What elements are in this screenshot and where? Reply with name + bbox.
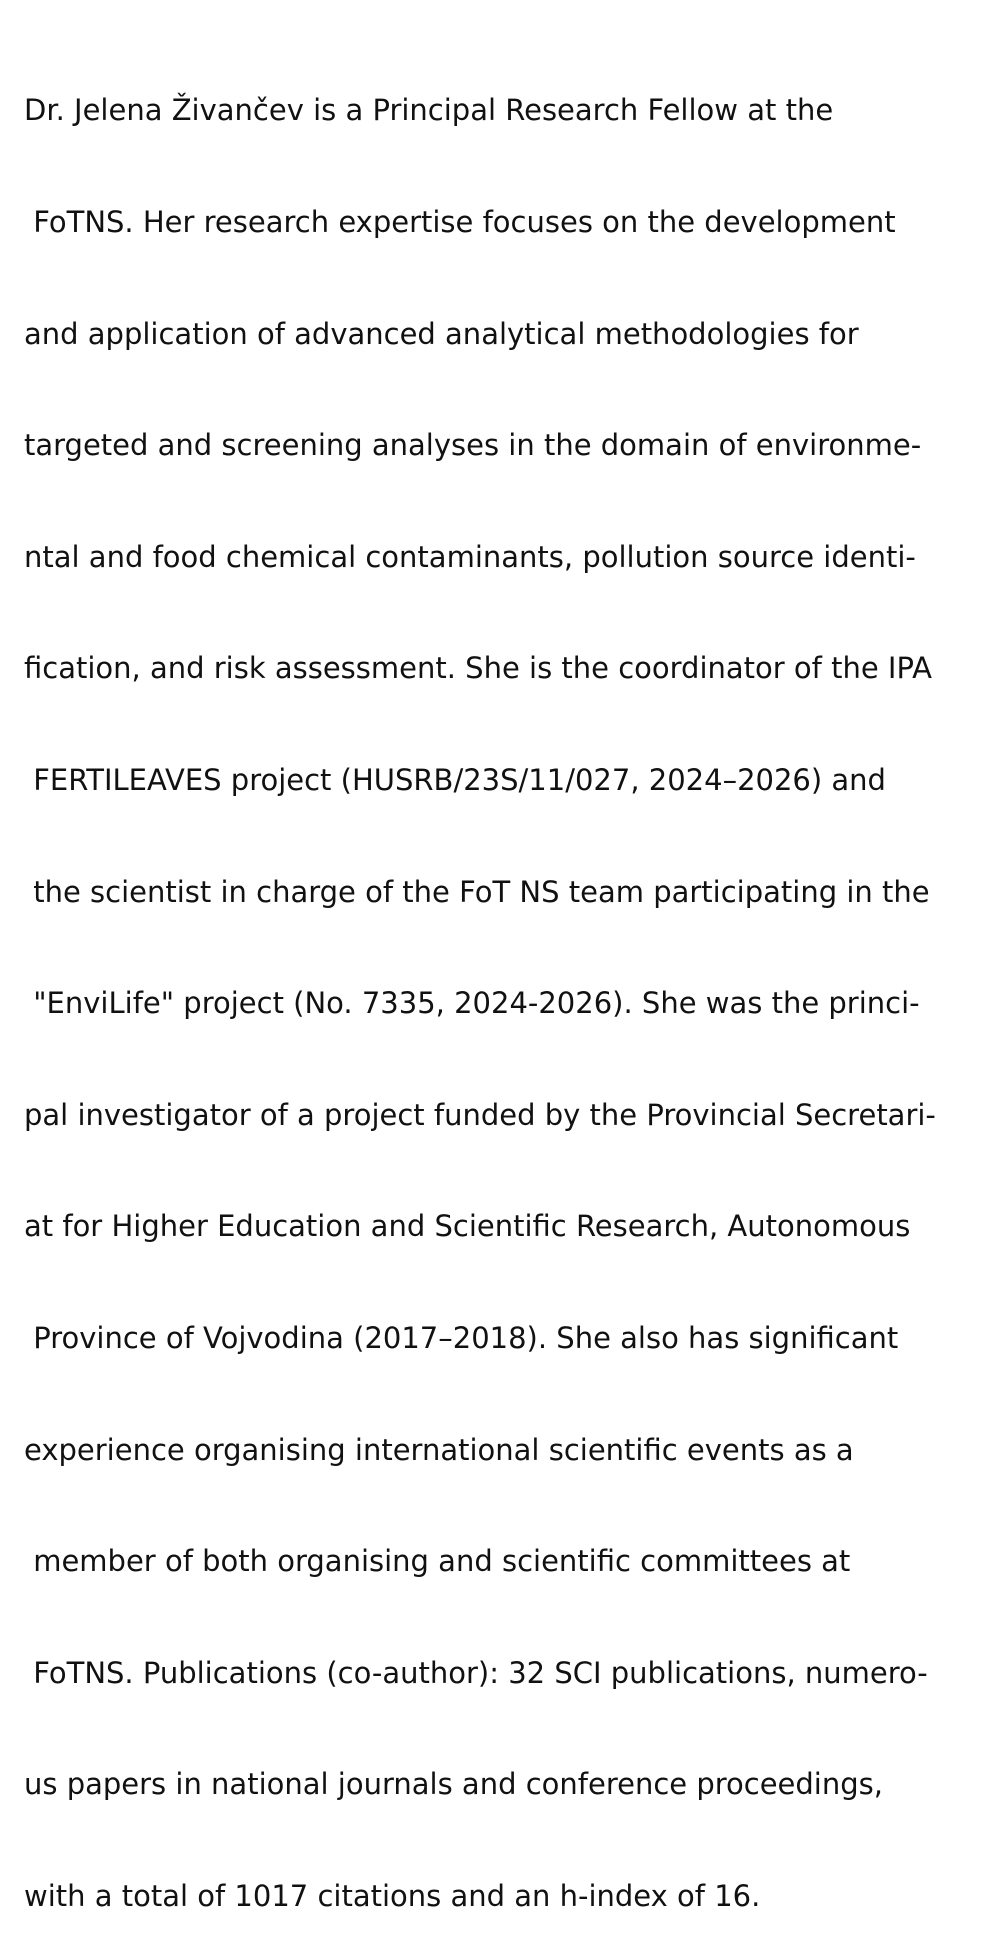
bio-line: ntal and food chemical contaminants, pollution source identi- [24, 539, 916, 574]
bio-line: pal investigator of a project funded by the Provincial Secretari- [24, 1097, 936, 1132]
bio-line: Province of Vojvodina (2017–2018). She also has significant [24, 1320, 899, 1355]
bio-line: us papers in national journals and conference proceedings, [24, 1767, 883, 1802]
biography-paragraph [24, 18, 1000, 1952]
bio-line: FERTILEAVES project (HUSRB/23S/11/027, 2024–2026) and [24, 762, 886, 797]
bio-line: "EnviLife" project (No. 7335, 2024-2026). She was the princi- [24, 986, 920, 1021]
bio-line: FoTNS. Publications (co-author): 32 SCI publications, numero- [24, 1655, 928, 1690]
bio-line: with a total of 1017 citations and an h-index of 16. [24, 1878, 761, 1913]
bio-line: targeted and screening analyses in the domain of environme- [24, 428, 922, 463]
bio-line: at for Higher Education and Scientific Research, Autonomous [24, 1209, 911, 1244]
bio-line: Dr. Jelena Živančev is a Principal Research Fellow at the [24, 93, 834, 128]
bio-line: FoTNS. Her research expertise focuses on the development [24, 205, 896, 239]
bio-line: experience organising international scientific events as a [24, 1432, 854, 1467]
bio-line: fication, and risk assessment. She is the coordinator of the IPA [24, 651, 932, 686]
bio-line: and application of advanced analytical methodologies for [24, 316, 859, 351]
bio-line: the scientist in charge of the FoT NS team participating in the [24, 874, 930, 909]
bio-line: member of both organising and scientific committees at [24, 1544, 851, 1579]
